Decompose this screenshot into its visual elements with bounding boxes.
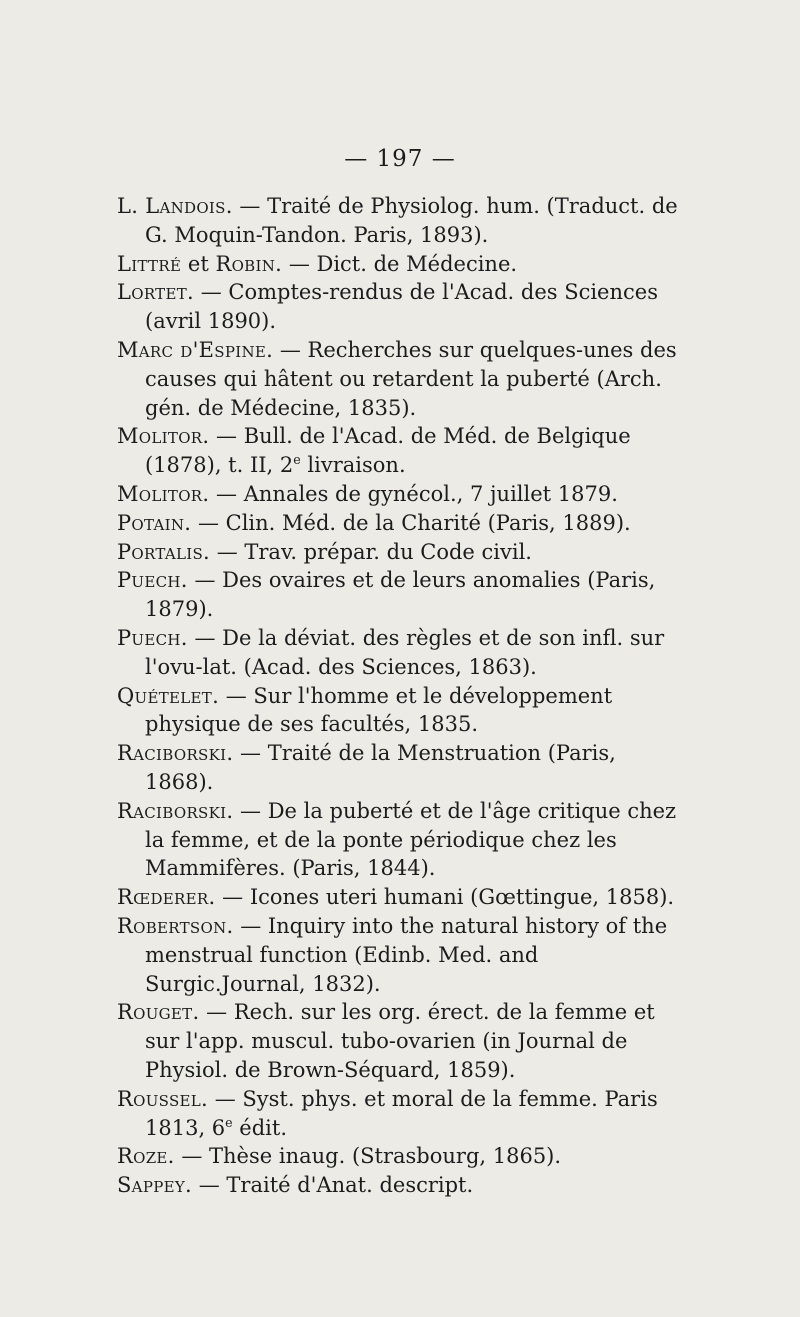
entry-author: Rouget. [117, 1000, 200, 1025]
entry-author: Littré [117, 251, 182, 276]
entry-author: L. Landois. [117, 194, 233, 218]
bibliography-entry [117, 480, 687, 509]
entry-text-continued: édit. [239, 1115, 287, 1140]
entry-text: — De la déviat. des règles et de son infl. sur l'ovu-lat. (Acad. des Sciences, 1863). [145, 625, 665, 679]
page-number: — 197 — [344, 146, 456, 172]
entry-text: — Syst. phys. et moral de la femme. Paris 1813, 6 [145, 1086, 658, 1140]
entry-author: Quételet. [117, 683, 220, 708]
bibliography-entry [117, 682, 687, 740]
entry-text: — Traité de Physiolog. hum. (Traduct. de G. Moquin-Tandon. Paris, 1893). [145, 194, 678, 247]
entry-text: — Inquiry into the natural history of the menstrual function (Edinb. Med. and Surgic.Journal, 1832). [145, 913, 668, 996]
entry-author: Puech. [117, 625, 188, 650]
bibliography-entry [117, 624, 687, 682]
bibliography-entry [117, 1171, 687, 1200]
entry-author-secondary: Robin. [215, 251, 283, 276]
bibliography-entry [117, 1085, 687, 1143]
bibliography-entry [117, 278, 687, 336]
entry-author: Portalis. [117, 539, 211, 564]
bibliography-entry [117, 998, 687, 1084]
bibliography-entry [117, 192, 687, 250]
entry-superscript: e [293, 452, 301, 468]
bibliography-entry [117, 566, 687, 624]
entry-text: — Trav. prépar. du Code civil. [216, 539, 532, 564]
bibliography-entry [117, 509, 687, 538]
bibliography-entry [117, 912, 687, 998]
entry-author: Molitor. [117, 481, 210, 506]
entry-author: Molitor. [117, 424, 210, 449]
bibliography-entry [117, 336, 687, 422]
entry-text: — Clin. Méd. de la Charité (Paris, 1889). [197, 510, 631, 535]
bibliography-entry [117, 250, 687, 279]
entry-author: Potain. [117, 510, 192, 535]
entry-text: — Bull. de l'Acad. de Méd. de Belgique (1878), t. II, 2 [145, 424, 631, 478]
entry-text: — Des ovaires et de leurs anomalies (Paris, 1879). [145, 568, 656, 622]
entry-author: Roze. [117, 1144, 175, 1169]
entry-text: — Thèse inaug. (Strasbourg, 1865). [181, 1144, 562, 1169]
entry-author: Lortet. [117, 280, 195, 305]
entry-text-continued: livraison. [307, 453, 406, 478]
entry-text: — De la puberté et de l'âge critique chez la femme, et de la ponte périodique chez les Mammifères. (Paris, 1844). [145, 798, 677, 881]
entry-text: — Sur l'homme et le développement physique de ses facultés, 1835. [145, 683, 613, 737]
entry-author: Raciborski. [117, 798, 234, 823]
bibliography-entry [117, 883, 687, 912]
bibliography-entry [117, 422, 687, 480]
entry-author: Sappey. [117, 1173, 193, 1198]
entry-text: — Recherches sur quelques-unes des causes qui hâtent ou retardent la puberté (Arch. gén. de Médecine, 1835). [145, 337, 677, 420]
bibliography-entry [117, 538, 687, 567]
entry-author: Robertson. [117, 913, 234, 938]
entry-text: — Rech. sur les org. érect. de la femme et sur l'app. muscul. tubo-ovarien (in Journal de Physiol. de Brown-Séquard, 1859). [145, 1000, 655, 1082]
entry-text: — Icones uteri humani (Gœttingue, 1858). [222, 885, 675, 910]
entry-author: Roussel. [117, 1086, 209, 1111]
entry-text: et [187, 251, 209, 276]
entry-text: — Comptes-rendus de l'Acad. des Sciences (avril 1890). [145, 280, 658, 334]
bibliography-entry [117, 797, 687, 883]
entry-author: Puech. [117, 568, 188, 593]
entry-author: Marc d'Espine. [117, 337, 274, 362]
entry-text: — Annales de gynécol., 7 juillet 1879. [216, 481, 618, 506]
entry-author: Rœderer. [117, 885, 216, 910]
entry-text: — Traité de la Menstruation (Paris, 1868). [145, 741, 616, 794]
entry-text: — Traité d'Anat. descript. [198, 1173, 474, 1198]
entry-superscript: e [225, 1114, 233, 1130]
entry-text-continued: — Dict. de Médecine. [288, 251, 518, 276]
bibliography-list [117, 192, 687, 1200]
entry-author: Raciborski. [117, 741, 234, 766]
bibliography-entry [117, 1142, 687, 1171]
bibliography-entry [117, 739, 687, 797]
